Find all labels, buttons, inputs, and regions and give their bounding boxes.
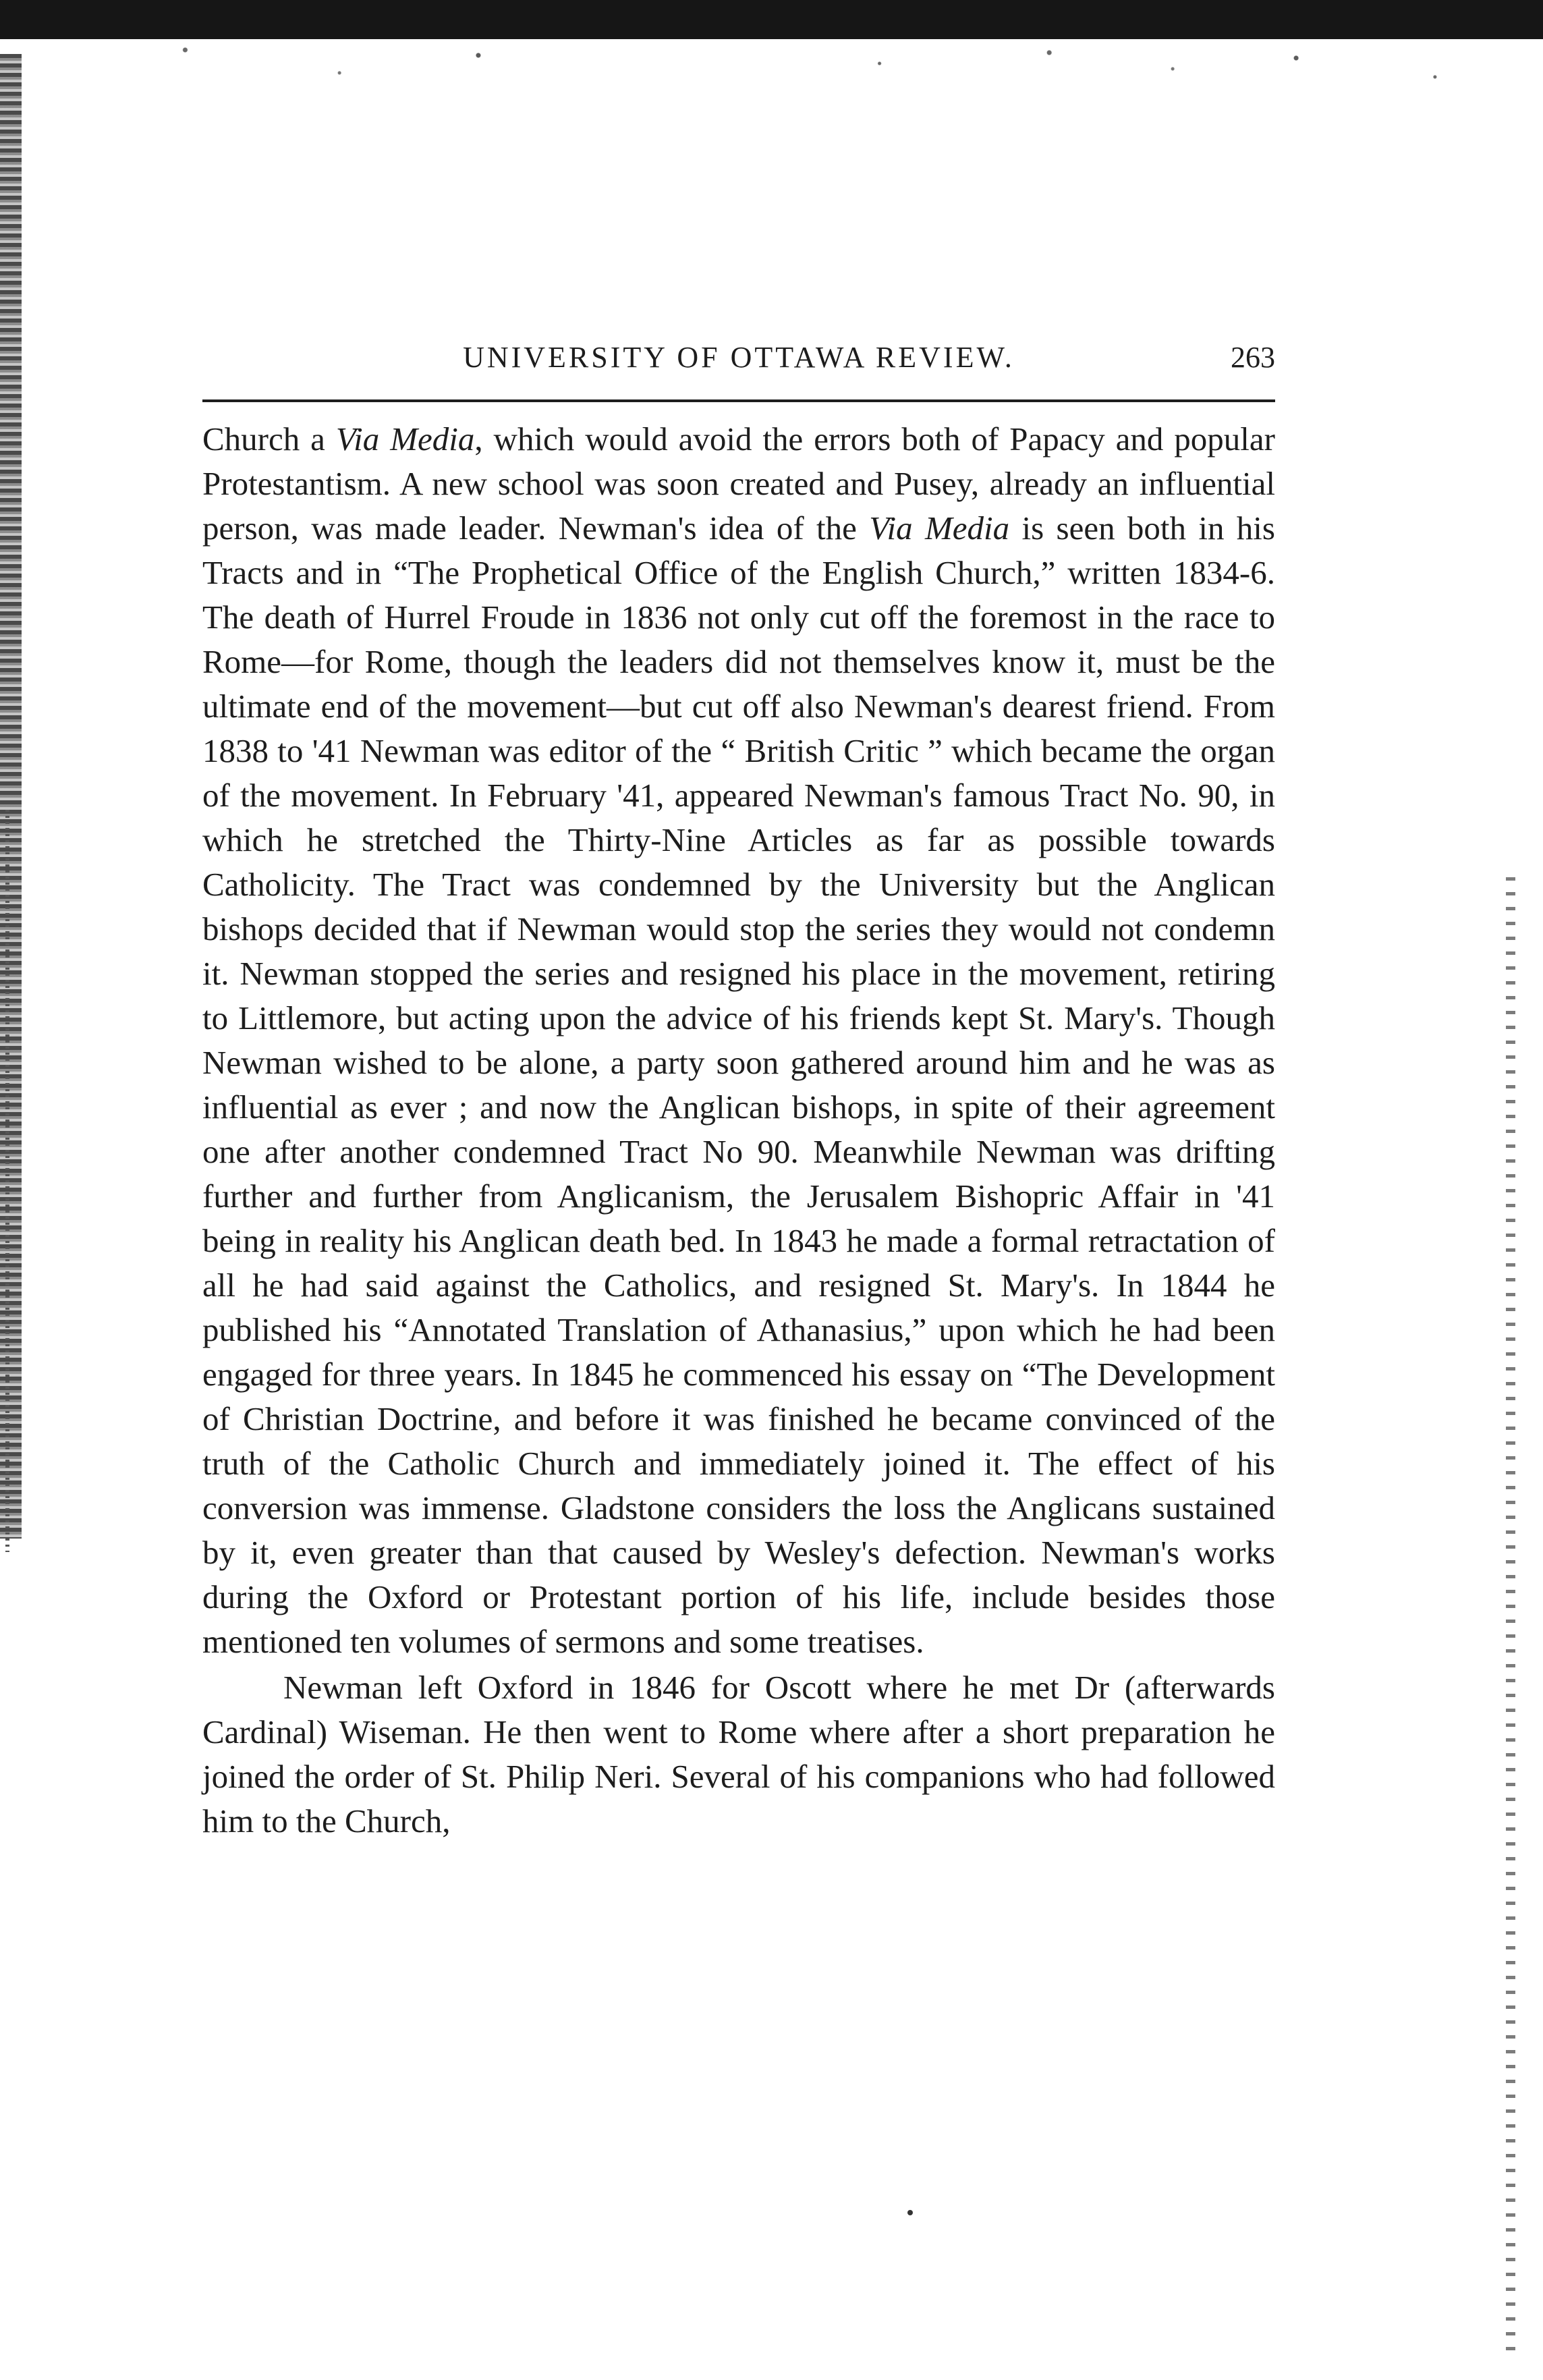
text-segment: is seen both in his Tracts and in “The Prophetical Office of the English Church,” written 1834-6. The death of Hurrel Froude in 1836 not only cut off the foremost in the race to Rome—for Rome, though the leaders did not themselves know it, must be the ultimate end of the movement—but cut off also Newman's dearest friend. From 1838 to '41 Newman was editor of the “ British Critic ” which became the organ of the movement. In February '41, appeared Newman's famous Tract No. 90, in which he stretched the Thirty-Nine Articles as far as possible towards Catholicity. The Tract was condemned by the University but the Anglican bishops decided that if Newman would stop the series they would not condemn it. Newman stopped the series and resigned his place in the movement, retiring to Littlemore, but acting upon the advice of his friends kept St. Mary's. Though Newman wished to be alone, a party soon gathered around him and he was as influential as ever ; and now the Anglican bishops, in spite of their agreement one after another condemned Tract No 90. Meanwhile Newman was drifting further and further from Anglicanism, the Jerusalem Bishopric Affair in '41 being in reality his Anglican death bed. In 1843 he made a formal retractation of all he had said against the Catholics, and resigned St. Mary's. In 1844 he published his “Annotated Translation of Athanasius,” upon which he had been engaged for three years. In 1845 he commenced his essay on “The Development of Christian Doctrine, and before it was finished he became convinced of the truth of the Catholic Church and immediately joined it. The effect of his conversion was immense. Gladstone considers the loss the Anglicans sustained by it, even greater than that caused by Wesley's defection. Newman's works during the Oxford or Protestant portion of his life, include besides those mentioned ten volumes of sermons and some treatises. [202,509,1275,1660]
scan-binding-edge [0,54,22,1539]
scan-binding-dashes [5,810,9,1552]
text-segment-italic: Via Media [869,509,1010,547]
scan-right-edge [1506,877,1515,2362]
scan-dot [907,2210,913,2215]
scan-speckle [0,39,1543,174]
article-body [202,417,1275,1844]
text-segment: , which would avoid the errors both of Papacy and popular Protestantism. A new school was soon created and Pusey, already an influential person, was made leader. Newman's idea of the [202,420,1275,547]
header-rule [202,399,1275,402]
scan-top-band [0,0,1543,39]
text-segment: Church a [202,420,336,458]
text-segment-italic: Via Media [335,420,475,458]
text-segment: Newman left Oxford in 1846 for Oscott where he met Dr (afterwards Cardinal) Wiseman. He then went to Rome where after a short preparation he joined the order of St. Philip Neri. Several of his companions who had followed him to the Church, [202,1669,1275,1839]
paragraph [202,417,1275,1664]
page-header [202,336,1275,379]
running-head: UNIVERSITY OF OTTAWA REVIEW. [463,341,1015,374]
paragraph [202,1665,1275,1844]
page-number: 263 [1231,341,1275,374]
